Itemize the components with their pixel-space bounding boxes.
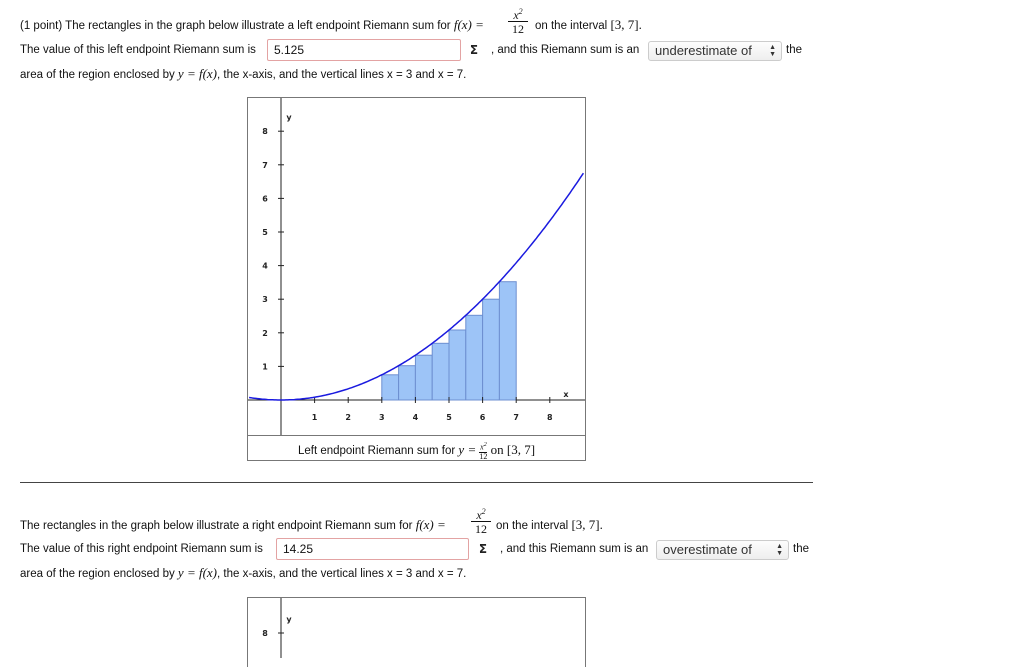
p2-intro-text: The rectangles in the graph below illustrate a right endpoint Riemann sum for (20, 520, 413, 532)
p2-line3-a: area of the region enclosed by (20, 568, 175, 580)
p1-caption-fraction (479, 441, 487, 461)
p1-line1 (20, 17, 484, 33)
riemann-rect (466, 315, 483, 400)
p1-fraction (508, 6, 528, 35)
p2-line1 (20, 517, 446, 533)
y-axis-label: y (286, 113, 292, 122)
y-tick-label: 3 (262, 295, 268, 305)
p2-answer-input[interactable]: 14.25 (276, 538, 469, 560)
x-axis-label: x (563, 390, 569, 399)
p2-line3-b: , the x-axis, and the vertical lines x = 3 and x = 7. (217, 568, 467, 580)
p1-graph-caption (247, 436, 586, 461)
riemann-rect (449, 330, 466, 400)
select-arrows-icon: ▲ ▼ (769, 44, 776, 58)
p1-caption-text: Left endpoint Riemann sum for (297, 444, 456, 457)
y-tick-label: 8 (262, 127, 268, 137)
riemann-rect (432, 343, 449, 400)
p1-line3-b: , the x-axis, and the vertical lines x = 3 and x = 7. (217, 69, 467, 81)
p1-caption-y: y = (458, 441, 477, 457)
p1-caption-frac-den: 12 (479, 451, 488, 461)
p1-sigma-button[interactable]: Σ (469, 43, 479, 57)
p2-frac-exp: 2 (481, 507, 486, 516)
x-tick-label: 7 (513, 413, 519, 422)
p2-frac-den: 12 (471, 521, 491, 535)
p2-after-select: the (793, 543, 809, 555)
p1-interval-line (535, 17, 642, 33)
p1-answer-input[interactable]: 5.125 (267, 39, 461, 61)
p1-interval: [3, 7]. (610, 17, 642, 32)
x-tick-label: 4 (412, 413, 419, 422)
p1-caption-interval: on [3, 7] (490, 441, 536, 457)
y-tick-label: 1 (262, 362, 268, 372)
p1-line2-prefix: The value of this left endpoint Riemann sum is (20, 44, 256, 56)
p1-frac-num: x (513, 8, 519, 22)
p2-line3-math: y = f(x) (177, 565, 218, 580)
y-tick-label: 5 (262, 228, 268, 237)
p1-caption-frac-exp: 2 (483, 442, 487, 448)
y-tick-label: 7 (262, 160, 268, 170)
p1-chart-svg (248, 98, 585, 435)
y-tick-label: 2 (262, 328, 268, 338)
y-tick-label: 8 (262, 629, 268, 638)
p1-caption-frac-num: x (480, 442, 484, 452)
p1-interval-text: on the interval (535, 20, 608, 32)
p2-fx: f(x) = (415, 517, 446, 532)
p1-select-value: underestimate of (655, 43, 752, 58)
p1-line3 (20, 66, 466, 82)
p2-mid-text: , and this Riemann sum is an (500, 543, 649, 555)
p2-graph (247, 597, 586, 667)
p1-mid-text: , and this Riemann sum is an (491, 44, 640, 56)
p2-interval-text: on the interval (496, 520, 569, 532)
y-axis-label: y (286, 615, 292, 624)
riemann-rect (382, 375, 399, 400)
p2-frac-num: x (476, 508, 482, 522)
x-tick-label: 5 (446, 413, 452, 422)
p2-select-value: overestimate of (663, 542, 752, 557)
p1-fx: f(x) = (453, 17, 484, 32)
y-tick-label: 4 (262, 261, 268, 271)
p2-line2-prefix: The value of this right endpoint Riemann sum is (20, 543, 263, 555)
p2-chart-svg (248, 598, 585, 658)
x-tick-label: 3 (379, 413, 385, 422)
p2-line3 (20, 565, 466, 581)
p2-interval: [3, 7]. (571, 517, 603, 532)
p2-interval-line (496, 517, 603, 533)
p1-line3-math: y = f(x) (177, 66, 218, 81)
p2-estimate-select[interactable] (656, 540, 789, 560)
y-tick-label: 6 (262, 194, 268, 204)
select-arrows-icon: ▲ ▼ (776, 543, 783, 557)
p2-sigma-button[interactable]: Σ (478, 542, 488, 556)
x-tick-label: 1 (311, 413, 318, 422)
p1-estimate-select[interactable] (648, 41, 782, 61)
p1-frac-exp: 2 (518, 7, 523, 16)
p2-fraction (471, 506, 491, 535)
p1-frac-den: 12 (508, 21, 528, 35)
x-tick-label: 2 (345, 413, 351, 422)
p1-graph (247, 97, 586, 436)
riemann-rect (483, 299, 500, 400)
riemann-rect (415, 355, 432, 400)
riemann-rect (399, 366, 416, 400)
x-tick-label: 6 (479, 413, 486, 422)
section-divider (20, 482, 813, 483)
riemann-rect (499, 282, 516, 400)
p1-line3-a: area of the region enclosed by (20, 69, 175, 81)
p1-after-select: the (786, 44, 802, 56)
p1-intro-text: (1 point) The rectangles in the graph below illustrate a left endpoint Riemann sum for (20, 20, 451, 32)
x-tick-label: 8 (547, 413, 553, 422)
